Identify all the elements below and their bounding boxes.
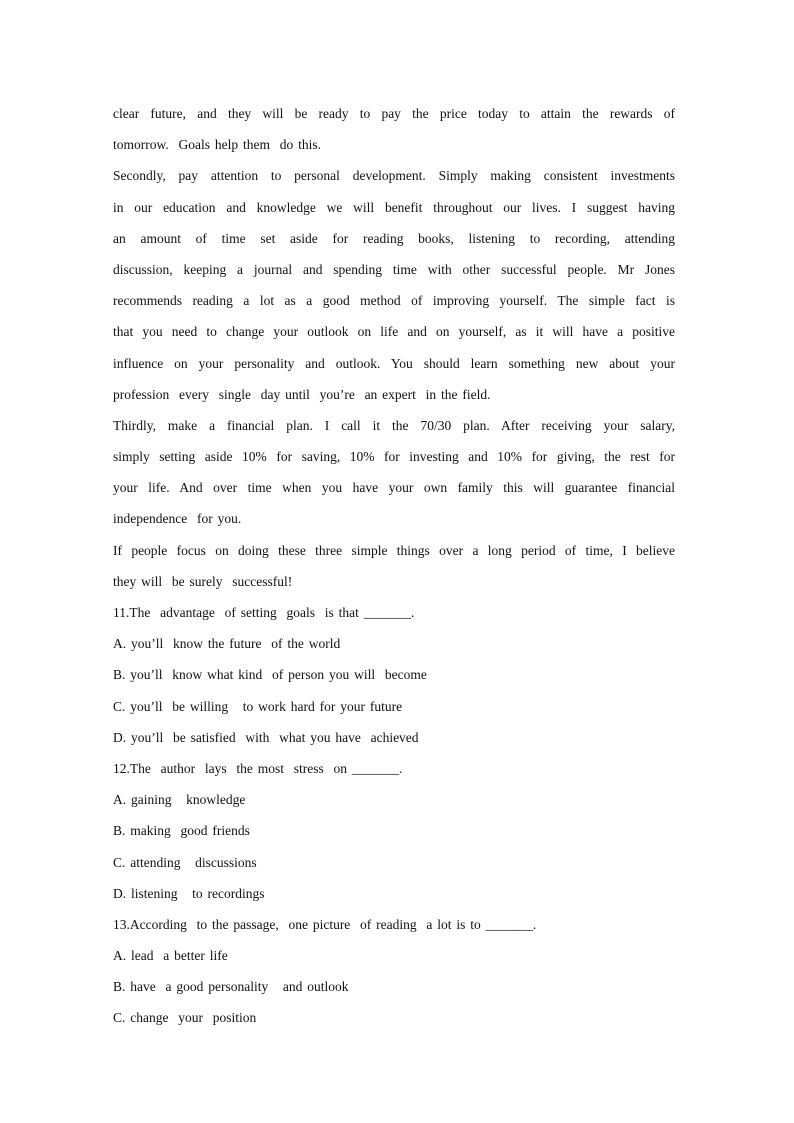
answer-option: B. making good friends [113, 823, 250, 839]
question-stem: 13.According to the passage, one picture of reading a lot is to _______. [113, 916, 537, 932]
passage-line: simply setting aside 10% for saving, 10% for investing and 10% for giving, the rest for [113, 449, 675, 465]
question-12 [113, 753, 675, 909]
question-13 [113, 909, 675, 1034]
document-text [113, 98, 675, 1034]
answer-option: C. attending discussions [113, 854, 257, 870]
answer-option: D. you’ll be satisfied with what you have achieved [113, 729, 419, 745]
passage-line: in our education and knowledge we will benefit throughout our lives. I suggest having [113, 199, 675, 215]
passage-line: Thirdly, make a financial plan. I call it the 70/30 plan. After receiving your salary, [113, 417, 675, 433]
passage-line: discussion, keeping a journal and spending time with other successful people. Mr Jones [113, 261, 675, 277]
passage-line: independence for you. [113, 511, 242, 527]
passage-line: profession every single day until you’re an expert in the field. [113, 386, 491, 402]
question-stem: 12.The author lays the most stress on _______. [113, 760, 403, 776]
passage-line: they will be surely successful! [113, 573, 293, 589]
question-11 [113, 597, 675, 753]
passage-paragraph-2 [113, 160, 675, 410]
answer-option: B. have a good personality and outlook [113, 979, 349, 995]
question-stem: 11.The advantage of setting goals is that _______. [113, 605, 415, 620]
passage-line: an amount of time set aside for reading books, listening to recording, attending [113, 230, 675, 246]
answer-option: A. lead a better life [113, 948, 228, 964]
passage-paragraph-3 [113, 410, 675, 535]
passage-paragraph-1 [113, 98, 675, 160]
passage-paragraph-4 [113, 535, 675, 597]
answer-option: C. change your position [113, 1010, 257, 1026]
answer-option: B. you’ll know what kind of person you will become [113, 667, 427, 683]
passage-line: If people focus on doing these three simple things over a long period of time, I believe [113, 542, 675, 558]
passage-line: recommends reading a lot as a good method of improving yourself. The simple fact is [113, 293, 675, 309]
passage-line: Secondly, pay attention to personal development. Simply making consistent investments [113, 168, 675, 184]
passage-line: tomorrow. Goals help them do this. [113, 137, 321, 153]
passage-line: that you need to change your outlook on life and on yourself, as it will have a positive [113, 324, 675, 340]
passage-line: your life. And over time when you have your own family this will guarantee financial [113, 480, 675, 496]
answer-option: C. you’ll be willing to work hard for your future [113, 698, 403, 714]
answer-option: A. gaining knowledge [113, 792, 246, 808]
passage-line: clear future, and they will be ready to pay the price today to attain the rewards of [113, 106, 675, 121]
answer-option: A. you’ll know the future of the world [113, 636, 341, 652]
passage-line: influence on your personality and outlook. You should learn something new about your [113, 355, 675, 371]
answer-option: D. listening to recordings [113, 885, 265, 901]
